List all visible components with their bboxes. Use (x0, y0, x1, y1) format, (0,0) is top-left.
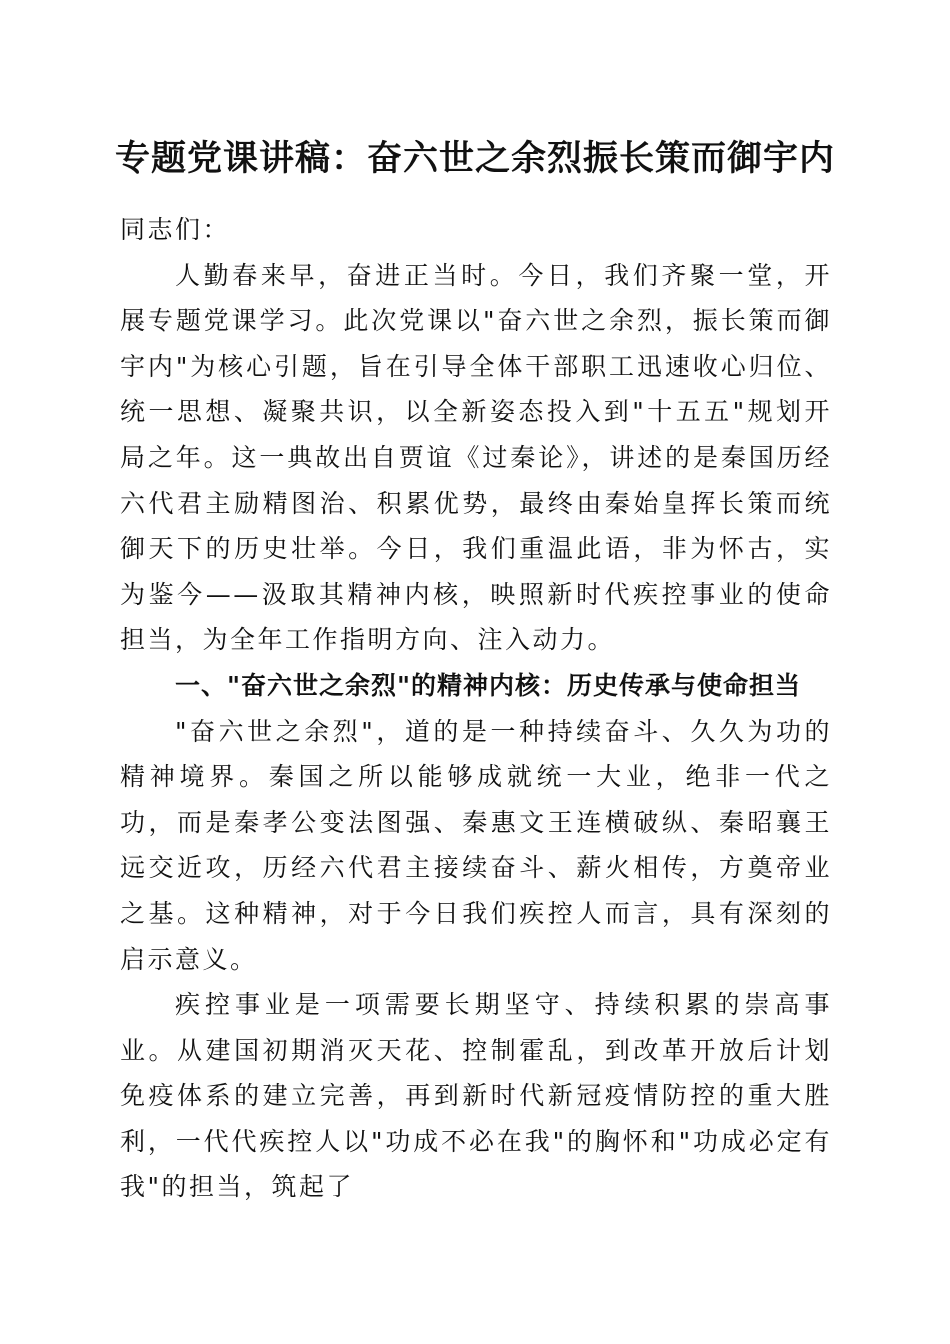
document-body (120, 207, 832, 1210)
section-1-paragraph-2: 疾控事业是一项需要长期坚守、持续积累的崇高事业。从建国初期消灭天花、控制霍乱，到改革开放后计划免疫体系的建立完善，再到新时代新冠疫情防控的重大胜利，一代代疾控人以"功成不必在我"的胸怀和"功成必定有我"的担当，筑起了 (120, 990, 832, 1202)
document-title: 专题党课讲稿：奋六世之余烈振长策而御宇内 (114, 138, 835, 179)
section-heading-1: 一、"奋六世之余烈"的精神内核：历史传承与使命担当 (175, 670, 802, 700)
intro-paragraph: 人勤春来早，奋进正当时。今日，我们齐聚一堂，开展专题党课学习。此次党课以"奋六世之余烈，振长策而御宇内"为核心引题，旨在引导全体干部职工迅速收心归位、统一思想、凝聚共识，以全新姿态投入到"十五五"规划开局之年。这一典故出自贾谊《过秦论》，讲述的是秦国历经六代君主励精图治、积累优势，最终由秦始皇挥长策而统御天下的历史壮举。今日，我们重温此语，非为怀古，实为鉴今——汲取其精神内核，映照新时代疾控事业的使命担当，为全年工作指明方向、注入动力。 (120, 260, 832, 655)
section-1-paragraph-1: "奋六世之余烈"，道的是一种持续奋斗、久久为功的精神境界。秦国之所以能够成就统一大业，绝非一代之功，而是秦孝公变法图强、秦惠文王连横破纵、秦昭襄王远交近攻，历经六代君主接续奋斗、薪火相传，方奠帝业之基。这种精神，对于今日我们疾控人而言，具有深刻的启示意义。 (120, 716, 832, 974)
greeting: 同志们： (120, 215, 231, 244)
